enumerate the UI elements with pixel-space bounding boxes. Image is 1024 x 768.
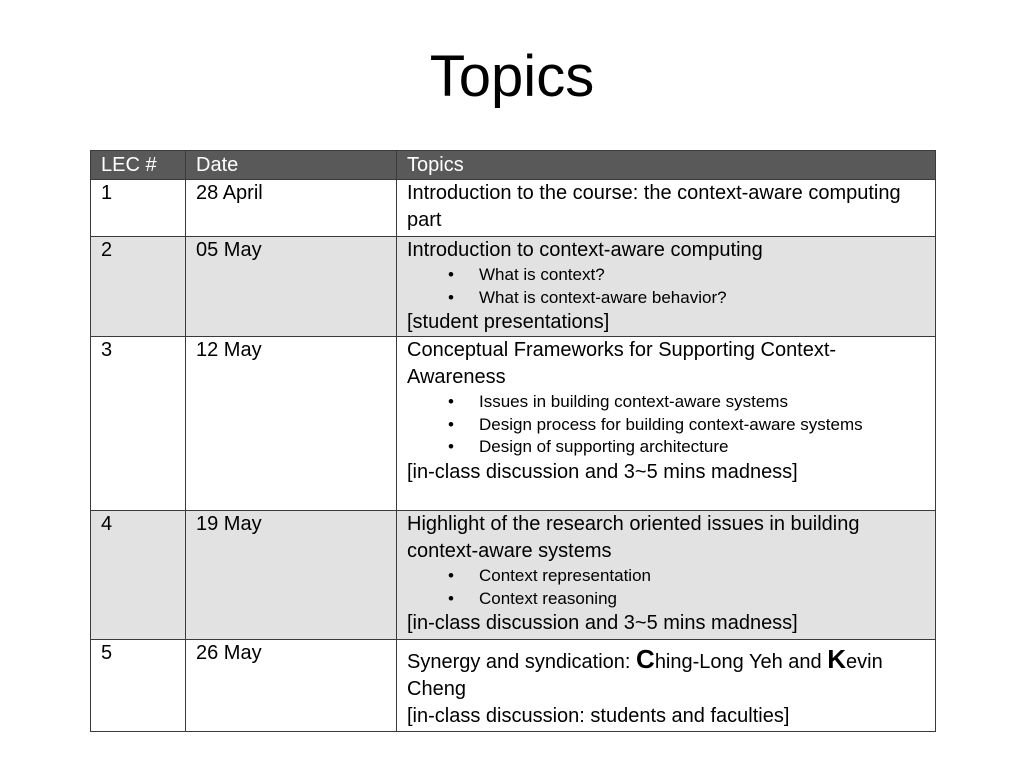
table-row bbox=[91, 237, 936, 337]
topic-heading: Introduction to context-aware computing bbox=[407, 239, 763, 261]
lec-number: 4 bbox=[91, 511, 186, 640]
topic-bullet-list bbox=[407, 391, 927, 459]
topic-cell bbox=[397, 180, 936, 237]
heading-text: evin Cheng bbox=[407, 651, 883, 700]
topic-bullet: • Design process for building context-aware systems bbox=[479, 414, 927, 437]
header-lec: LEC # bbox=[91, 151, 186, 180]
lecture-date: 28 April bbox=[186, 180, 397, 237]
topic-cell bbox=[397, 237, 936, 337]
topic-note: [student presentations] bbox=[407, 311, 610, 333]
table-row bbox=[91, 511, 936, 640]
topic-heading: Introduction to the course: the context-aware computing part bbox=[407, 182, 901, 231]
slide-title: Topics bbox=[429, 44, 595, 109]
lec-number: 2 bbox=[91, 237, 186, 337]
topic-note: [in-class discussion and 3~5 mins madness] bbox=[407, 460, 798, 483]
table-row bbox=[91, 337, 936, 511]
topic-bullet-list bbox=[407, 264, 927, 309]
topic-heading: Conceptual Frameworks for Supporting Context-Awareness bbox=[407, 339, 837, 388]
topic-cell bbox=[397, 640, 936, 732]
lecture-date: 26 May bbox=[186, 640, 397, 732]
topic-bullet: • What is context-aware behavior? bbox=[479, 287, 927, 310]
header-topics: Topics bbox=[397, 151, 936, 180]
lecture-date: 05 May bbox=[186, 237, 397, 337]
topic-note: [in-class discussion: students and faculties] bbox=[407, 705, 790, 727]
topic-bullet: • Design of supporting architecture bbox=[479, 436, 927, 459]
topic-bullet: • Context representation bbox=[479, 565, 927, 588]
topic-note: [in-class discussion and 3~5 mins madness] bbox=[407, 612, 798, 634]
topic-cell bbox=[397, 511, 936, 640]
topic-bullet: • Context reasoning bbox=[479, 588, 927, 611]
heading-text: Synergy and syndication: bbox=[407, 651, 637, 673]
heading-text: hing-Long Yeh and bbox=[654, 651, 828, 673]
lec-number: 1 bbox=[91, 180, 186, 237]
lecture-date: 19 May bbox=[186, 511, 397, 640]
topic-bullet: • Issues in building context-aware systems bbox=[479, 391, 927, 414]
speaker-initial: C bbox=[636, 644, 655, 674]
schedule-table bbox=[90, 150, 936, 732]
topic-heading: Highlight of the research oriented issues in building context-aware systems bbox=[407, 513, 860, 562]
topic-bullet-list bbox=[407, 565, 927, 610]
speaker-initial: K bbox=[827, 644, 846, 674]
topic-bullet: • What is context? bbox=[479, 264, 927, 287]
lec-number: 5 bbox=[91, 640, 186, 732]
table-header-row bbox=[91, 151, 936, 180]
table-row bbox=[91, 180, 936, 237]
topic-cell bbox=[397, 337, 936, 511]
lecture-date: 12 May bbox=[186, 337, 397, 511]
header-date: Date bbox=[186, 151, 397, 180]
table-row bbox=[91, 640, 936, 732]
topic-heading bbox=[407, 646, 927, 703]
lec-number: 3 bbox=[91, 337, 186, 511]
